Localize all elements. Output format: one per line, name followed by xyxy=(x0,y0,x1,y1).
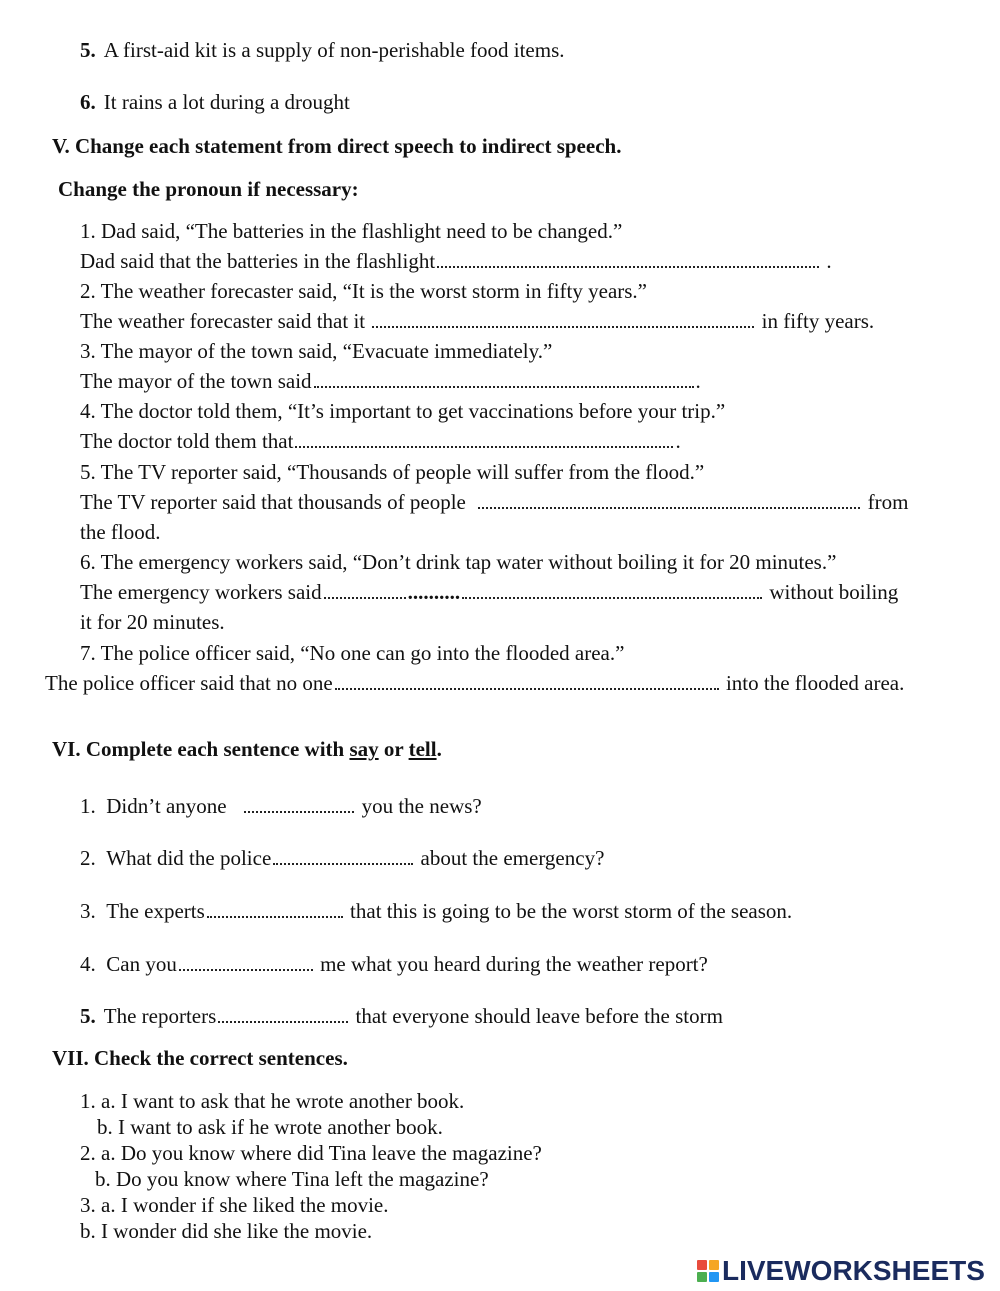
section-v-subheading: Change the pronoun if necessary: xyxy=(58,177,359,201)
answer-dots: .......... xyxy=(407,580,461,604)
heading-text: VI. Complete each sentence with xyxy=(52,737,350,761)
item-after: me what you heard during the weather report? xyxy=(320,952,708,976)
item-7-prompt: 7. The police officer said, “No one can go into the flooded area.” xyxy=(80,641,625,665)
answer-blank[interactable] xyxy=(218,1005,348,1023)
section-vi-heading xyxy=(52,736,442,762)
item-7-answer xyxy=(45,670,904,696)
answer-end: . xyxy=(695,369,701,393)
item-number: 3. xyxy=(80,899,96,923)
item-after: that everyone should leave before the storm xyxy=(355,1004,723,1028)
vii-line[interactable]: 1. a. I want to ask that he wrote another book. xyxy=(80,1089,465,1113)
item-5-prompt: 5. The TV reporter said, “Thousands of people will suffer from the flood.” xyxy=(80,460,705,484)
question-6 xyxy=(80,89,350,115)
vi-item-4 xyxy=(80,951,708,977)
item-6-prompt: 6. The emergency workers said, “Don’t drink tap water without boiling it for 20 minutes.” xyxy=(80,550,837,574)
answer-blank[interactable] xyxy=(314,370,694,388)
word-say: say xyxy=(349,737,379,761)
question-text: It rains a lot during a drought xyxy=(103,90,350,114)
answer-blank[interactable] xyxy=(372,310,754,328)
item-after: that this is going to be the worst storm of the season. xyxy=(350,899,793,923)
logo-square xyxy=(697,1272,707,1282)
item-3-prompt: 3. The mayor of the town said, “Evacuate immediately.” xyxy=(80,339,553,363)
answer-end: into the flooded area. xyxy=(725,671,905,695)
answer-end: from xyxy=(867,490,909,514)
item-before: What did the police xyxy=(106,846,272,870)
word-tell: tell xyxy=(408,737,437,761)
item-5-answer-continued: the flood. xyxy=(80,520,161,544)
vii-line[interactable]: b. I want to ask if he wrote another book. xyxy=(97,1115,443,1139)
logo-square xyxy=(709,1272,719,1282)
item-before: Can you xyxy=(106,952,177,976)
answer-blank[interactable] xyxy=(295,430,673,448)
vi-item-5 xyxy=(80,1003,723,1029)
heading-end: . xyxy=(436,737,442,761)
answer-start: Dad said that the batteries in the flashlight xyxy=(80,249,436,273)
answer-blank[interactable] xyxy=(207,900,343,918)
vii-line[interactable]: b. I wonder did she like the movie. xyxy=(80,1219,373,1243)
item-after: you the news? xyxy=(361,794,482,818)
item-before: The experts xyxy=(106,899,205,923)
logo-text: LIVEWORKSHEETS xyxy=(722,1255,985,1286)
item-number: 4. xyxy=(80,952,96,976)
item-number: 1. xyxy=(80,794,96,818)
answer-end: in fifty years. xyxy=(761,309,875,333)
answer-blank[interactable] xyxy=(324,581,406,599)
item-1-prompt: 1. Dad said, “The batteries in the flashlight need to be changed.” xyxy=(80,219,623,243)
item-5-answer xyxy=(80,489,908,515)
item-4-answer xyxy=(80,428,681,454)
item-number: 2. xyxy=(80,846,96,870)
liveworksheets-logo xyxy=(697,1255,985,1287)
answer-end: . xyxy=(826,249,832,273)
item-before: Didn’t anyone xyxy=(106,794,227,818)
answer-start: The emergency workers said xyxy=(80,580,322,604)
vi-item-3 xyxy=(80,898,792,924)
vii-line[interactable]: 3. a. I wonder if she liked the movie. xyxy=(80,1193,389,1217)
item-2-prompt: 2. The weather forecaster said, “It is the worst storm in fifty years.” xyxy=(80,279,647,303)
answer-start: The doctor told them that xyxy=(80,429,294,453)
item-3-answer xyxy=(80,368,701,394)
item-before: The reporters xyxy=(103,1004,217,1028)
vii-line[interactable]: 2. a. Do you know where did Tina leave the magazine? xyxy=(80,1141,542,1165)
logo-square xyxy=(697,1260,707,1270)
answer-end: without boiling xyxy=(769,580,899,604)
item-4-prompt: 4. The doctor told them, “It’s important to get vaccinations before your trip.” xyxy=(80,399,726,423)
item-6-answer-continued: it for 20 minutes. xyxy=(80,610,225,634)
question-text: A first-aid kit is a supply of non-perishable food items. xyxy=(103,38,565,62)
item-number: 5. xyxy=(80,1004,96,1028)
answer-start: The TV reporter said that thousands of people xyxy=(80,490,466,514)
answer-end: . xyxy=(675,429,681,453)
answer-start: The police officer said that no one xyxy=(45,671,333,695)
section-v-heading: V. Change each statement from direct speech to indirect speech. xyxy=(52,134,622,158)
question-number: 5. xyxy=(80,38,96,62)
question-number: 6. xyxy=(80,90,96,114)
answer-blank[interactable] xyxy=(437,250,819,268)
answer-blank[interactable] xyxy=(273,847,413,865)
word-or: or xyxy=(378,737,409,761)
answer-start: The weather forecaster said that it xyxy=(80,309,366,333)
section-vii-heading: VII. Check the correct sentences. xyxy=(52,1046,348,1070)
vi-item-1 xyxy=(80,793,482,819)
item-1-answer xyxy=(80,248,832,274)
answer-blank[interactable] xyxy=(335,672,719,690)
vi-item-2 xyxy=(80,845,604,871)
item-after: about the emergency? xyxy=(420,846,605,870)
item-2-answer xyxy=(80,308,874,334)
answer-blank[interactable] xyxy=(478,491,860,509)
item-6-answer xyxy=(80,579,898,605)
logo-square xyxy=(709,1260,719,1270)
answer-blank[interactable] xyxy=(179,953,313,971)
question-5 xyxy=(80,37,565,63)
answer-start: The mayor of the town said xyxy=(80,369,312,393)
answer-blank[interactable] xyxy=(244,795,354,813)
answer-blank[interactable] xyxy=(462,581,762,599)
vii-line[interactable]: b. Do you know where Tina left the magazine? xyxy=(95,1167,489,1191)
logo-icon xyxy=(697,1260,719,1282)
